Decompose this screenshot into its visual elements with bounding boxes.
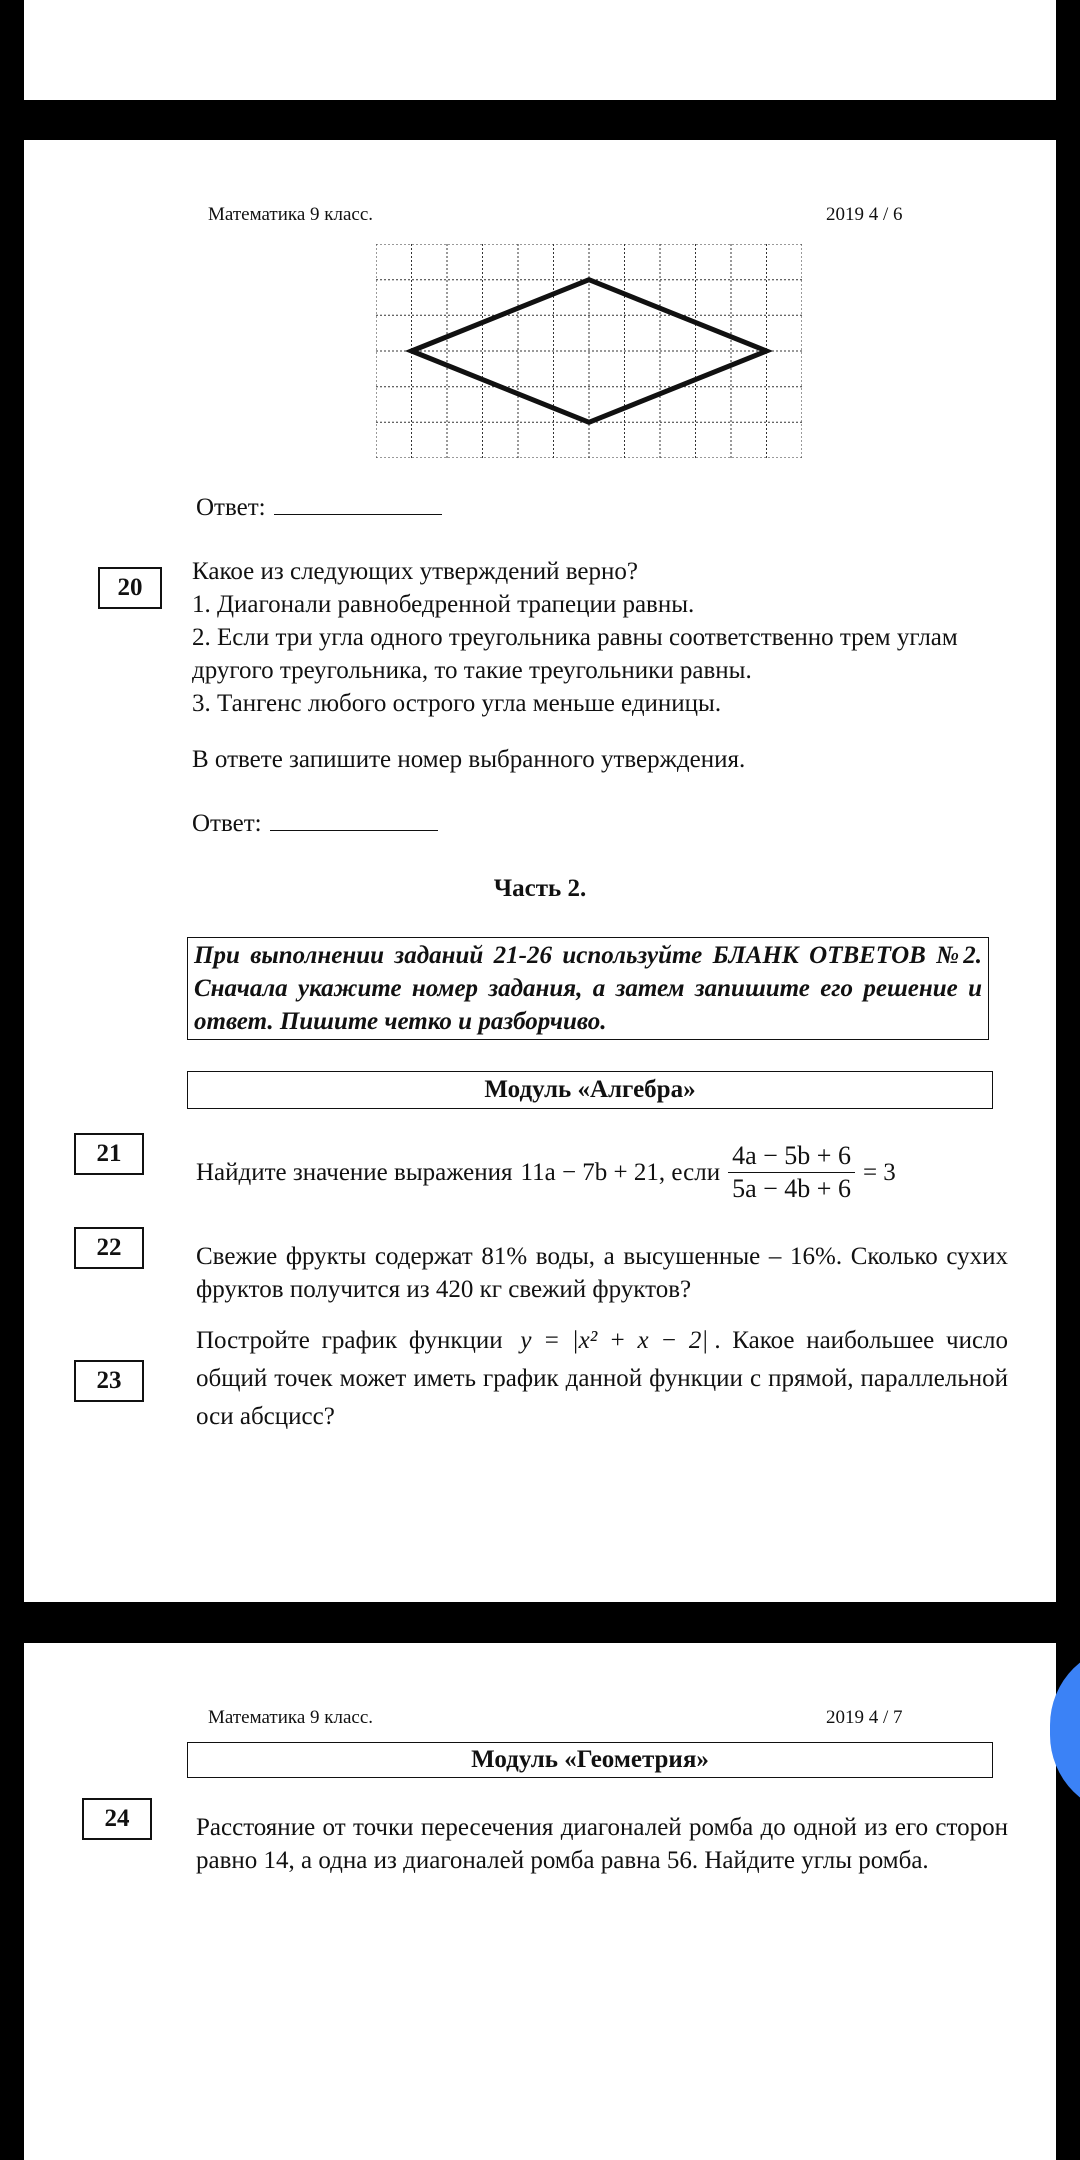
task-21-lead: Найдите значение выражения [196, 1159, 513, 1186]
task-number-24: 24 [82, 1798, 152, 1840]
task-23-text [196, 1322, 1008, 1436]
task-24-text: Расстояние от точки пересечения диагоналей ромба до одной из его сторон равно 14, а одна из диагоналей ромба равна 56. Найдите углы ромба. [196, 1814, 1008, 1874]
task-21-condition: , если [658, 1159, 721, 1186]
page-header-page-number: 2019 4 / 6 [826, 204, 903, 225]
module-algebra-title: Модуль «Алгебра» [187, 1071, 993, 1109]
answer-prompt-previous [196, 490, 442, 524]
task-23-lead: Постройте график функции [196, 1327, 503, 1354]
fraction-denominator: 5a − 4b + 6 [732, 1174, 851, 1203]
task-number-22: 22 [74, 1227, 144, 1269]
page-header-subject: Математика 9 класс. [208, 1707, 374, 1728]
answer-label: Ответ: [196, 494, 266, 521]
answer-blank[interactable] [270, 806, 438, 831]
task-20-instruction: В ответе запишите номер выбранного утверждения. [192, 746, 746, 773]
page-header-page-number: 2019 4 / 7 [826, 1707, 903, 1728]
task-23-formula: y = |x² + x − 2| [520, 1327, 709, 1354]
fraction-numerator: 4a − 5b + 6 [728, 1140, 855, 1173]
answer-blank[interactable] [274, 490, 442, 515]
task-23-question: . Какое наибольшее число общий точек может иметь график данной функции с прямой, параллельной оси абсцисс? [196, 1327, 1009, 1430]
task-number-21: 21 [74, 1133, 144, 1175]
previous-page-fragment [24, 0, 1056, 100]
task-20-question: Какое из следующих утверждений верно? [192, 558, 638, 585]
task-21-expression: 11a − 7b + 21 [520, 1159, 659, 1186]
page-header-subject: Математика 9 класс. [208, 204, 374, 225]
task-number-23: 23 [74, 1360, 144, 1402]
answer-label: Ответ: [192, 810, 262, 837]
task-20-answer [192, 806, 438, 840]
task-20-text [192, 555, 1012, 720]
task-20-option-1: 1. Диагонали равнобедренной трапеции равны. [192, 591, 695, 618]
module-geometry-title: Модуль «Геометрия» [187, 1742, 993, 1778]
task-21-fraction [728, 1140, 855, 1205]
task-20-option-2: 2. Если три угла одного треугольника равны соответственно трем углам другого треугольника, то такие треугольники равны. [192, 624, 958, 684]
task-21-text [196, 1140, 896, 1205]
exam-page-7 [24, 1643, 1056, 2160]
rhombus-grid-figure [376, 244, 802, 458]
part-2-title: Часть 2. [493, 875, 587, 902]
task-22-text: Свежие фрукты содержат 81% воды, а высушенные – 16%. Сколько сухих фруктов получится из 420 кг свежий фруктов? [196, 1243, 1008, 1303]
task-21-equals: = 3 [862, 1159, 896, 1186]
task-20-option-3: 3. Тангенс любого острого угла меньше единицы. [192, 690, 722, 717]
part-2-notice: При выполнении заданий 21-26 используйте БЛАНК ОТВЕТОВ №2. Сначала укажите номер задания, а затем запишите его решение и ответ. Пишите четко и разборчиво. [187, 937, 989, 1040]
task-number-20: 20 [98, 567, 162, 609]
exam-page-6 [24, 140, 1056, 1602]
